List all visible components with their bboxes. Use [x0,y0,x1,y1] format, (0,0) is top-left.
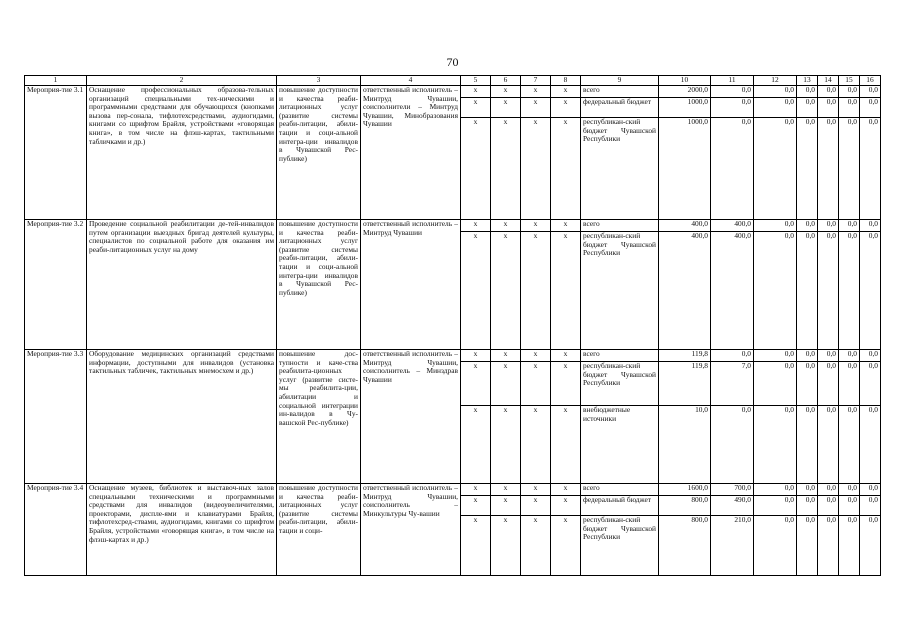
amount-cell: 0,0 [839,232,860,350]
funding-source: всего [581,484,659,496]
measure-funding-row [25,86,881,98]
funding-source: республикан-ский бюджет Чувашской Республики [581,362,659,406]
code-cell: x [521,496,551,516]
code-cell: x [491,220,521,232]
amount-cell: 1000,0 [659,98,711,118]
code-cell: x [491,86,521,98]
amount-cell: 0,0 [818,496,839,516]
amount-cell: 119,8 [659,350,711,362]
code-cell: x [491,350,521,362]
amount-cell: 0,0 [797,118,818,220]
measure-description: Оснащение музеев, библиотек и выставоч-ных залов специальными техническими и программными средствами для инвалидов (видеоувеличителями, проекторами, диспле-ями и клавиатурами Брайля, тифлотехсред-ствами, аудиогидами, книгами со шрифтом Брайля, устройствами «говорящая книга», в том числе на флэш-картах и др.) [87,484,277,576]
measure-funding-row [25,484,881,496]
amount-cell: 0,0 [839,516,860,576]
amount-cell: 0,0 [839,362,860,406]
amount-cell: 0,0 [839,220,860,232]
funding-source: всего [581,350,659,362]
measure-funding-row [25,220,881,232]
code-cell: x [461,86,491,98]
column-header: 9 [581,76,659,86]
measure-name: Мероприя-тие 3.1 [25,86,87,220]
measure-executor: ответственный исполнитель – Минтруд Чувашии [361,220,461,350]
amount-cell: 0,0 [818,220,839,232]
amount-cell: 0,0 [754,484,797,496]
amount-cell: 0,0 [754,350,797,362]
code-cell: x [521,86,551,98]
code-cell: x [461,350,491,362]
amount-cell: 0,0 [797,220,818,232]
code-cell: x [521,350,551,362]
amount-cell: 0,0 [860,86,881,98]
column-header: 15 [839,76,860,86]
code-cell: x [461,516,491,576]
column-header: 8 [551,76,581,86]
measure-goal: повышение доступности и качества реаби-литационных услуг (развитие системы реаби-литации, абили-тации и соци-альной интегра-ции инвалидов в Чувашской Рес-публике) [277,86,361,220]
measure-goal: повышение доступности и качества реаби-литационных услуг (развитие системы реаби-литации, абили-тации и соци-альной интегра-ции инвалидов в Чувашской Рес-публике) [277,220,361,350]
code-cell: x [551,350,581,362]
amount-cell: 0,0 [754,232,797,350]
amount-cell: 2000,0 [659,86,711,98]
measure-name: Мероприя-тие 3.4 [25,484,87,576]
amount-cell: 0,0 [860,220,881,232]
amount-cell: 0,0 [797,362,818,406]
amount-cell: 0,0 [860,350,881,362]
amount-cell: 0,0 [754,516,797,576]
column-header: 10 [659,76,711,86]
amount-cell: 0,0 [754,118,797,220]
amount-cell: 0,0 [818,516,839,576]
column-header: 14 [818,76,839,86]
amount-cell: 0,0 [839,350,860,362]
column-header: 4 [361,76,461,86]
amount-cell: 0,0 [711,118,754,220]
measure-goal: повышение дос-тупности и каче-ства реабилита-ционных услуг (развитие систе-мы реабилита-ции, абилитации и социальной интеграции ин-валидов в Чу-вашской Рес-публике) [277,350,361,484]
code-cell: x [461,98,491,118]
funding-source: республикан-ский бюджет Чувашской Республики [581,516,659,576]
code-cell: x [521,484,551,496]
amount-cell: 0,0 [839,484,860,496]
amount-cell: 0,0 [711,350,754,362]
measure-name: Мероприя-тие 3.2 [25,220,87,350]
code-cell: x [461,118,491,220]
measure-goal: повышение доступности и качества реаби-литационных услуг (развитие системы реаби-литации, абили-тации и соци- [277,484,361,576]
measure-funding-row [25,350,881,362]
amount-cell: 7,0 [711,362,754,406]
amount-cell: 400,0 [711,232,754,350]
code-cell: x [461,496,491,516]
amount-cell: 0,0 [818,350,839,362]
code-cell: x [521,362,551,406]
code-cell: x [491,406,521,484]
code-cell: x [521,118,551,220]
code-cell: x [551,220,581,232]
code-cell: x [491,118,521,220]
code-cell: x [551,98,581,118]
amount-cell: 0,0 [754,496,797,516]
amount-cell: 119,8 [659,362,711,406]
amount-cell: 0,0 [860,516,881,576]
measure-executor: ответственный исполнитель – Минтруд Чувашии, соисполнители – Минтруд Чувашии, Минобразования Чувашии [361,86,461,220]
column-header: 16 [860,76,881,86]
amount-cell: 0,0 [818,232,839,350]
code-cell: x [521,220,551,232]
amount-cell: 0,0 [839,496,860,516]
code-cell: x [461,220,491,232]
amount-cell: 0,0 [711,406,754,484]
code-cell: x [461,362,491,406]
amount-cell: 0,0 [797,516,818,576]
amount-cell: 1000,0 [659,118,711,220]
code-cell: x [551,118,581,220]
page-number: 70 [446,55,459,69]
amount-cell: 700,0 [711,484,754,496]
code-cell: x [521,232,551,350]
amount-cell: 0,0 [754,220,797,232]
funding-source: республикан-ский бюджет Чувашской Республики [581,232,659,350]
amount-cell: 10,0 [659,406,711,484]
amount-cell: 0,0 [711,86,754,98]
amount-cell: 0,0 [711,98,754,118]
amount-cell: 400,0 [659,220,711,232]
code-cell: x [521,98,551,118]
amount-cell: 400,0 [711,220,754,232]
amount-cell: 0,0 [797,86,818,98]
amount-cell: 0,0 [860,118,881,220]
amount-cell: 0,0 [818,406,839,484]
funding-source: федеральный бюджет [581,496,659,516]
amount-cell: 0,0 [797,406,818,484]
column-header: 2 [87,76,277,86]
code-cell: x [521,406,551,484]
amount-cell: 0,0 [797,496,818,516]
amount-cell: 0,0 [754,406,797,484]
amount-cell: 0,0 [754,86,797,98]
code-cell: x [551,484,581,496]
amount-cell: 0,0 [860,232,881,350]
measure-name: Мероприя-тие 3.3 [25,350,87,484]
code-cell: x [491,362,521,406]
amount-cell: 0,0 [818,362,839,406]
amount-cell: 0,0 [839,406,860,484]
code-cell: x [521,516,551,576]
program-measures-table [24,75,881,576]
amount-cell: 0,0 [797,484,818,496]
column-header: 7 [521,76,551,86]
amount-cell: 0,0 [860,496,881,516]
funding-source: внебюджетные источники [581,406,659,484]
column-header: 11 [711,76,754,86]
measure-description: Проведение социальной реабилитации де-тей-инвалидов путем организации выездных бригад деятелей культуры, специалистов по социальной работе для оказания им реаби-литационных услуг на дому [87,220,277,350]
code-cell: x [551,86,581,98]
amount-cell: 0,0 [839,98,860,118]
measure-executor: ответственный исполнитель – Минтруд Чувашии, соисполнитель – Минкультуры Чу-вашии [361,484,461,576]
column-header: 13 [797,76,818,86]
amount-cell: 0,0 [818,484,839,496]
amount-cell: 0,0 [839,118,860,220]
code-cell: x [461,232,491,350]
code-cell: x [491,98,521,118]
column-header: 1 [25,76,87,86]
amount-cell: 0,0 [797,98,818,118]
measure-executor: ответственный исполнитель – Минтруд Чувашии, соисполнитель – Минздрав Чувашии [361,350,461,484]
code-cell: x [551,406,581,484]
code-cell: x [551,232,581,350]
amount-cell: 800,0 [659,496,711,516]
funding-source: всего [581,220,659,232]
code-cell: x [491,496,521,516]
code-cell: x [491,232,521,350]
column-header: 3 [277,76,361,86]
measure-description: Оборудование медицинских организаций средствами информации, доступными для инвалидов (установка тактильных табличек, тактильных мнемосхем и др.) [87,350,277,484]
code-cell: x [551,496,581,516]
code-cell: x [491,516,521,576]
measure-description: Оснащение профессиональных образова-тельных организаций специальными тех-ническими и программными средствами для обучающихся (кнопками вызова пер-сонала, тифлотехсредствами, аудиогидами, книгами со шрифтом Брайля, устройствами «говорящая книга», в том числе на флэш-картах, тактильными табличками и др.) [87,86,277,220]
amount-cell: 0,0 [818,98,839,118]
amount-cell: 490,0 [711,496,754,516]
amount-cell: 0,0 [839,86,860,98]
amount-cell: 0,0 [797,350,818,362]
funding-source: республикан-ский бюджет Чувашской Республики [581,118,659,220]
amount-cell: 1600,0 [659,484,711,496]
funding-source: федеральный бюджет [581,98,659,118]
amount-cell: 0,0 [754,98,797,118]
amount-cell: 0,0 [797,232,818,350]
amount-cell: 800,0 [659,516,711,576]
funding-source: всего [581,86,659,98]
column-header: 6 [491,76,521,86]
amount-cell: 210,0 [711,516,754,576]
amount-cell: 0,0 [860,484,881,496]
code-cell: x [551,362,581,406]
code-cell: x [461,406,491,484]
amount-cell: 0,0 [818,86,839,98]
code-cell: x [461,484,491,496]
amount-cell: 0,0 [860,362,881,406]
column-header: 5 [461,76,491,86]
code-cell: x [551,516,581,576]
code-cell: x [491,484,521,496]
column-header: 12 [754,76,797,86]
column-number-row [25,76,881,86]
amount-cell: 400,0 [659,232,711,350]
amount-cell: 0,0 [754,362,797,406]
amount-cell: 0,0 [860,406,881,484]
amount-cell: 0,0 [860,98,881,118]
amount-cell: 0,0 [818,118,839,220]
